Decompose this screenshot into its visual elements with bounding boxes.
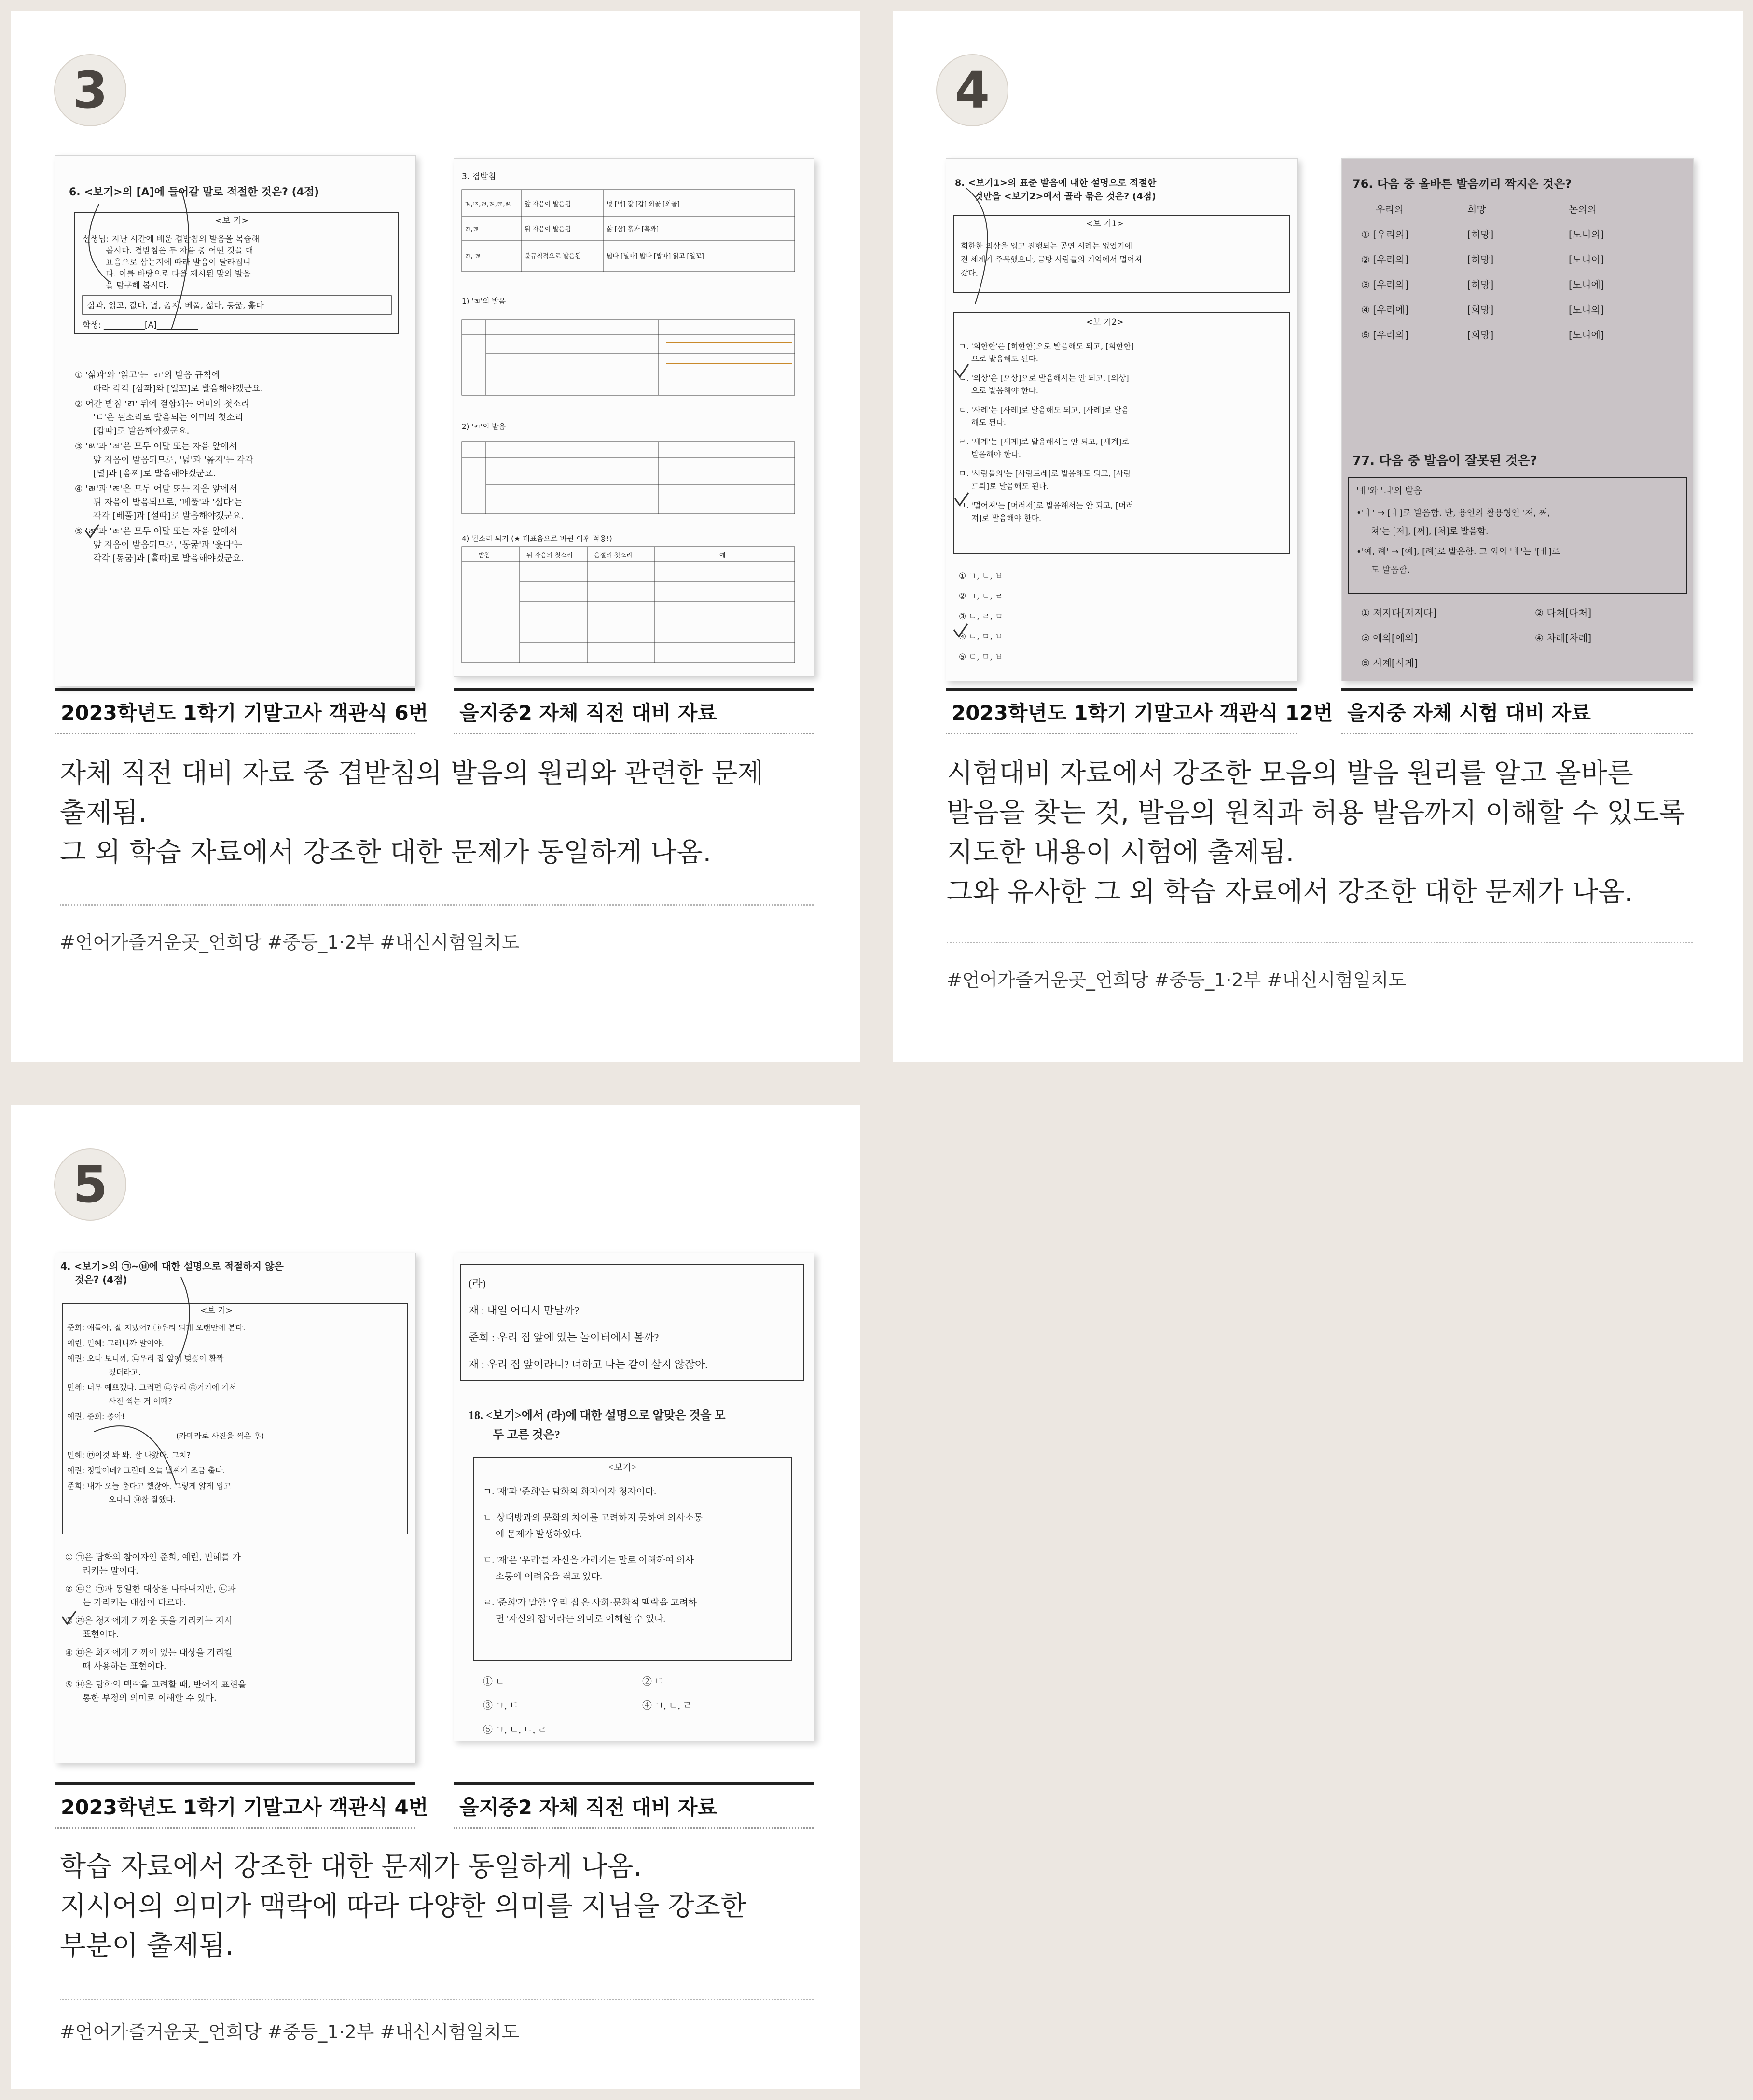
svg-text:•'ㅕ' → [ㅕ]로 발음함. 단, 용언의 활용형인 ': •'ㅕ' → [ㅕ]로 발음함. 단, 용언의 활용형인 '져, 쪄, <box>1356 508 1550 518</box>
svg-text:④ ㄴ, ㅁ, ㅂ: ④ ㄴ, ㅁ, ㅂ <box>959 632 1003 642</box>
material-caption: 을지중2 자체 직전 대비 자료 <box>454 1782 814 1829</box>
svg-text:<보 기>: <보 기> <box>200 1306 233 1315</box>
svg-text:면 '자신의 집'이라는 의미로 이해할 수 있다.: 면 '자신의 집'이라는 의미로 이해할 수 있다. <box>496 1614 666 1624</box>
svg-text:ㄷ. '재'은 '우리'를 자신을 가리키는 말로 이해하여: ㄷ. '재'은 '우리'를 자신을 가리키는 말로 이해하여 의사 <box>483 1555 694 1565</box>
svg-text:각각 [베풀]과 [설따]로 발음해야겠군요.: 각각 [베풀]과 [설따]로 발음해야겠군요. <box>93 511 244 521</box>
svg-text:[노니에]: [노니에] <box>1569 279 1604 290</box>
svg-text:18. <보기>에서 (라)에 대한 설명으로 알맞은 것을: 18. <보기>에서 (라)에 대한 설명으로 알맞은 것을 모 <box>469 1409 726 1422</box>
svg-text:ㄹ. '준희'가 말한 '우리 집'은 사회·문화적 맥락을: ㄹ. '준희'가 말한 '우리 집'은 사회·문화적 맥락을 고려하 <box>483 1598 697 1608</box>
svg-text:ㄷ. '사례'는 [사레]로 발음해도 되고, [사례]로: ㄷ. '사례'는 [사레]로 발음해도 되고, [사례]로 발음 <box>959 405 1129 414</box>
svg-text:<보 기>: <보 기> <box>215 216 249 226</box>
svg-text:② [우리의]: ② [우리의] <box>1361 254 1408 265</box>
svg-text:[히망]: [히망] <box>1467 279 1494 290</box>
svg-text:① ㉠은 담화의 참여자인 준희, 예린, 민혜를 가: ① ㉠은 담화의 참여자인 준희, 예린, 민혜를 가 <box>65 1552 241 1562</box>
svg-text:⑤ 시계[시게]: ⑤ 시계[시게] <box>1361 657 1418 669</box>
svg-text:② ㄱ, ㄷ, ㄹ: ② ㄱ, ㄷ, ㄹ <box>959 592 1003 601</box>
svg-text:③ 'ㅄ'과 'ㄼ'은 모두 어말 또는 자음 앞에서: ③ 'ㅄ'과 'ㄼ'은 모두 어말 또는 자음 앞에서 <box>75 442 237 452</box>
svg-text:④ 'ㄼ'과 'ㄾ'은 모두 어말 또는 자음 앞에서: ④ 'ㄼ'과 'ㄾ'은 모두 어말 또는 자음 앞에서 <box>75 484 237 494</box>
svg-text:ㄳ,ㄵ,ㄼ,ㄽ,ㄾ,ㅄ: ㄳ,ㄵ,ㄼ,ㄽ,ㄾ,ㅄ <box>465 201 511 208</box>
svg-text:준희: 얘들아, 잘 지냈어? ㉠우리 되게 오랜만에 본다: 준희: 얘들아, 잘 지냈어? ㉠우리 되게 오랜만에 본다. <box>67 1323 246 1332</box>
svg-text:⑤ [우리의]: ⑤ [우리의] <box>1361 329 1408 341</box>
svg-text:① '삶과'와 '읽고'는 'ㄺ'의 발음 규칙에: ① '삶과'와 '읽고'는 'ㄺ'의 발음 규칙에 <box>75 370 220 380</box>
study-material-photo <box>1341 158 1694 681</box>
svg-text:앞 자음이 발음됨: 앞 자음이 발음됨 <box>525 201 571 208</box>
exam-caption: 2023학년도 1학기 기말고사 객관식 4번 <box>55 1782 415 1829</box>
svg-text:불규칙적으로 발음됨: 불규칙적으로 발음됨 <box>525 253 581 260</box>
svg-text:리키는 말이다.: 리키는 말이다. <box>83 1566 138 1576</box>
study-material-scan <box>454 1253 814 1741</box>
svg-text:④ ㉤은 화자에게 가까이 있는 대상을 가리킬: ④ ㉤은 화자에게 가까이 있는 대상을 가리킬 <box>65 1648 233 1658</box>
divider <box>60 904 814 906</box>
svg-text:'ㅖ'와 'ㅢ'의 발음: 'ㅖ'와 'ㅢ'의 발음 <box>1356 486 1422 496</box>
svg-text:받침: 받침 <box>478 552 491 559</box>
svg-text:ㄱ. '희한한'은 [히한한]으로 발음해도 되고, [희한: ㄱ. '희한한'은 [히한한]으로 발음해도 되고, [희한한] <box>959 342 1134 351</box>
svg-text:두 고른 것은?: 두 고른 것은? <box>493 1429 560 1441</box>
svg-text:ㄹ. '세계'는 [세게]로 발음해서는 안 되고, [세계: ㄹ. '세계'는 [세게]로 발음해서는 안 되고, [세계]로 <box>959 437 1129 446</box>
svg-text:•'예, 례' → [예], [례]로 발음함. 그 외의: •'예, 례' → [예], [례]로 발음함. 그 외의 'ㅖ'는 '[ㅔ]로 <box>1356 547 1560 557</box>
svg-text:예: 예 <box>719 552 726 559</box>
svg-text:앞 자음이 발음되므로, '넓'과 '옮지'는 각각: 앞 자음이 발음되므로, '넓'과 '옮지'는 각각 <box>93 455 254 465</box>
svg-text:[노니의]: [노니의] <box>1569 229 1604 240</box>
svg-text:선생님: 지난 시간에 배운 겹받침의 발음을 복습해: 선생님: 지난 시간에 배운 겹받침의 발음을 복습해 <box>83 235 260 244</box>
svg-text:재 : 우리 집 앞이라니? 너하고 나는 같이 살지 않잖: 재 : 우리 집 앞이라니? 너하고 나는 같이 살지 않잖아. <box>469 1358 708 1370</box>
svg-text:(카메라로 사진을 찍은 후): (카메라로 사진을 찍은 후) <box>176 1431 264 1440</box>
svg-text:② 다쳐[다처]: ② 다쳐[다처] <box>1535 607 1592 619</box>
exam-question-scan <box>946 158 1298 681</box>
svg-text:것은? (4점): 것은? (4점) <box>75 1274 127 1285</box>
section-3-card <box>11 11 860 1062</box>
svg-text:ㄴ. '의상'은 [으상]으로 발음해서는 안 되고, [의: ㄴ. '의상'은 [으상]으로 발음해서는 안 되고, [의상] <box>959 373 1129 383</box>
svg-text:준희: 내가 오늘 춥다고 했잖아. 그렇게 얇게 입고: 준희: 내가 오늘 춥다고 했잖아. 그렇게 얇게 입고 <box>67 1481 231 1491</box>
svg-text:희한한 의상을 입고 진행되는 공연 시례는 없었기에: 희한한 의상을 입고 진행되는 공연 시례는 없었기에 <box>961 241 1132 250</box>
svg-text:는 가리키는 대상이 다르다.: 는 가리키는 대상이 다르다. <box>83 1598 186 1608</box>
svg-text:표현이다.: 표현이다. <box>83 1630 119 1640</box>
svg-text:져]로 발음해야 한다.: 져]로 발음해야 한다. <box>971 513 1042 523</box>
svg-text:준희 : 우리 집 앞에 있는 놀이터에서 볼까?: 준희 : 우리 집 앞에 있는 놀이터에서 볼까? <box>469 1331 659 1343</box>
svg-text:으로 발음해도 된다.: 으로 발음해도 된다. <box>971 354 1038 363</box>
svg-text:예린, 민혜: 그러니까 말이야.: 예린, 민혜: 그러니까 말이야. <box>67 1339 164 1348</box>
svg-text:폈더라고.: 폈더라고. <box>109 1368 141 1377</box>
svg-text:ㄱ. '재'과 '준희'는 담화의 화자이자 청자이다.: ㄱ. '재'과 '준희'는 담화의 화자이자 청자이다. <box>483 1487 656 1497</box>
svg-text:① [우리의]: ① [우리의] <box>1361 229 1408 240</box>
svg-text:학생: __________[A]__________: 학생: __________[A]__________ <box>83 320 198 330</box>
svg-text:재 : 내일 어디서 만날까?: 재 : 내일 어디서 만날까? <box>469 1304 580 1316</box>
svg-text:민혜: ㉤이것 봐 봐. 잘 나왔다. 그치?: 민혜: ㉤이것 봐 봐. 잘 나왔다. 그치? <box>67 1451 191 1460</box>
svg-text:으로 발음해야 한다.: 으로 발음해야 한다. <box>971 386 1038 395</box>
svg-text:③ ㄴ, ㄹ, ㅁ: ③ ㄴ, ㄹ, ㅁ <box>959 612 1003 622</box>
svg-text:갔다.: 갔다. <box>961 268 978 277</box>
svg-text:쳐'는 [저], [쩌], [처]로 발음함.: 쳐'는 [저], [쩌], [처]로 발음함. <box>1371 526 1489 537</box>
svg-text:통한 부정의 의미로 이해할 수 있다.: 통한 부정의 의미로 이해할 수 있다. <box>83 1693 217 1703</box>
svg-text:⑤ ㉥은 담화의 맥락을 고려할 때, 반어적 표현을: ⑤ ㉥은 담화의 맥락을 고려할 때, 반어적 표현을 <box>65 1680 247 1690</box>
svg-text:뒤 자음의 첫소리: 뒤 자음의 첫소리 <box>526 552 573 559</box>
svg-text:77. 다음 중 발음이 잘못된 것은?: 77. 다음 중 발음이 잘못된 것은? <box>1353 454 1537 468</box>
hashtags: #언어가즐거운곳_언희당 #중등_1·2부 #내신시험일치도 <box>60 932 520 953</box>
svg-text:② ㉢은 ㉠과 동일한 대상을 나타내지만, ㉡과: ② ㉢은 ㉠과 동일한 대상을 나타내지만, ㉡과 <box>65 1584 236 1594</box>
svg-text:1) 'ㄼ'의 발음: 1) 'ㄼ'의 발음 <box>462 297 506 305</box>
svg-text:것만을 <보기2>에서 골라 묶은 것은? (4점): 것만을 <보기2>에서 골라 묶은 것은? (4점) <box>974 191 1156 202</box>
svg-text:다. 이를 바탕으로 다음 제시된 말의 발음: 다. 이를 바탕으로 다음 제시된 말의 발음 <box>106 269 251 279</box>
svg-text:[히망]: [히망] <box>1467 229 1494 240</box>
svg-text:각각 [동굼]과 [훌따]로 발음해야겠군요.: 각각 [동굼]과 [훌따]로 발음해야겠군요. <box>93 553 244 564</box>
svg-text:③ 예의[예의]: ③ 예의[예의] <box>1361 632 1418 644</box>
divider <box>947 942 1693 943</box>
svg-text:① 져지다[저지다]: ① 져지다[저지다] <box>1361 607 1436 619</box>
svg-text:표음으로 삼는지에 따라 발음이 달라집니: 표음으로 삼는지에 따라 발음이 달라집니 <box>106 258 251 267</box>
svg-text:[희망]: [희망] <box>1467 329 1494 341</box>
svg-text:[노니의]: [노니의] <box>1569 304 1604 316</box>
svg-text:[갑따]로 발음해야겠군요.: [갑따]로 발음해야겠군요. <box>93 426 190 436</box>
svg-text:③ [우리의]: ③ [우리의] <box>1361 279 1408 290</box>
hashtags: #언어가즐거운곳_언희당 #중등_1·2부 #내신시험일치도 <box>60 2021 520 2043</box>
svg-text:⑤ ㄱ, ㄴ, ㄷ, ㄹ: ⑤ ㄱ, ㄴ, ㄷ, ㄹ <box>483 1725 547 1735</box>
svg-text:③ ㉣은 청자에게 가까운 곳을 가리키는 지시: ③ ㉣은 청자에게 가까운 곳을 가리키는 지시 <box>65 1616 233 1626</box>
svg-text:앞 자음이 발음되므로, '동굶'과 '훑다'는: 앞 자음이 발음되므로, '동굶'과 '훑다'는 <box>93 540 243 550</box>
svg-text:4) 된소리 되기 (★ 대표음으로 바뀐 이후 적용!): 4) 된소리 되기 (★ 대표음으로 바뀐 이후 적용!) <box>462 534 612 543</box>
svg-text:② ㄷ: ② ㄷ <box>642 1676 664 1687</box>
material-caption: 을지중 자체 시험 대비 자료 <box>1341 688 1693 734</box>
svg-text:예린: 오다 보니까, ㉡우리 집 앞에 벚꽃이 활짝: 예린: 오다 보니까, ㉡우리 집 앞에 벚꽃이 활짝 <box>67 1354 224 1363</box>
svg-text:넋 [넉] 값 [갑] 외곬 [외골]: 넋 [넉] 값 [갑] 외곬 [외골] <box>607 201 680 208</box>
svg-text:민혜: 너무 예쁘겠다. 그러면 ㉢우리 ㉣거기에 가서: 민혜: 너무 예쁘겠다. 그러면 ㉢우리 ㉣거기에 가서 <box>67 1383 237 1392</box>
svg-text:<보기>: <보기> <box>608 1463 637 1473</box>
svg-text:해도 된다.: 해도 된다. <box>971 418 1006 427</box>
svg-text:[노니이]: [노니이] <box>1569 254 1604 265</box>
svg-text:[널]과 [옴찌]로 발음해야겠군요.: [널]과 [옴찌]로 발음해야겠군요. <box>93 469 216 479</box>
section-number-badge: 4 <box>936 54 1008 126</box>
svg-text:ㄴ. 상대방과의 문화의 차이를 고려하지 못하여 의사소통: ㄴ. 상대방과의 문화의 차이를 고려하지 못하여 의사소통 <box>483 1513 703 1523</box>
svg-text:76. 다음 중 올바른 발음끼리 짝지은 것은?: 76. 다음 중 올바른 발음끼리 짝지은 것은? <box>1353 177 1572 191</box>
svg-text:⑤ ㄷ, ㅁ, ㅂ: ⑤ ㄷ, ㅁ, ㅂ <box>959 652 1003 662</box>
svg-text:[희망]: [희망] <box>1467 304 1494 316</box>
svg-text:[히망]: [히망] <box>1467 254 1494 265</box>
svg-text:④ ㄱ, ㄴ, ㄹ: ④ ㄱ, ㄴ, ㄹ <box>642 1700 692 1711</box>
svg-text:④ 차례[차레]: ④ 차례[차레] <box>1535 632 1592 644</box>
svg-text:<보 기2>: <보 기2> <box>1086 318 1124 327</box>
svg-text:④ [우리에]: ④ [우리에] <box>1361 304 1408 316</box>
svg-text:4. <보기>의 ㉠~㉥에 대한 설명으로 적절하지 않은: 4. <보기>의 ㉠~㉥에 대한 설명으로 적절하지 않은 <box>60 1260 284 1272</box>
svg-text:예린: 정말이네? 그런데 오늘 날씨가 조금 춥다.: 예린: 정말이네? 그런데 오늘 날씨가 조금 춥다. <box>67 1466 225 1475</box>
divider <box>60 1999 814 2000</box>
svg-text:② 어간 받침 'ㄺ' 뒤에 결합되는 어미의 첫소리: ② 어간 받침 'ㄺ' 뒤에 결합되는 어미의 첫소리 <box>75 399 249 409</box>
svg-text:뒤 자음이 발음되므로, '베풀'과 '섧다'는: 뒤 자음이 발음되므로, '베풀'과 '섧다'는 <box>93 497 243 508</box>
svg-text:때 사용하는 표현이다.: 때 사용하는 표현이다. <box>83 1661 166 1672</box>
svg-text:ㅂ. '멀어져'는 [머러저]로 발음해서는 안 되고, [: ㅂ. '멀어져'는 [머러저]로 발음해서는 안 되고, [머러 <box>959 501 1133 510</box>
svg-text:<보 기1>: <보 기1> <box>1086 219 1124 229</box>
svg-text:발음해야 한다.: 발음해야 한다. <box>971 450 1021 459</box>
svg-text:(라): (라) <box>469 1277 486 1289</box>
material-caption: 을지중2 자체 직전 대비 자료 <box>454 688 814 734</box>
svg-text:희망: 희망 <box>1467 204 1486 215</box>
section-description: 자체 직전 대비 자료 중 겹받침의 발음의 원리와 관련한 문제 출제됨. 그 외 학습 자료에서 강조한 대한 문제가 동일하게 나옴. <box>60 758 764 868</box>
exam-caption: 2023학년도 1학기 기말고사 객관식 6번 <box>55 688 415 734</box>
svg-text:드릐]로 발음해도 된다.: 드릐]로 발음해도 된다. <box>971 482 1049 491</box>
svg-text:예린, 준희: 좋아!: 예린, 준희: 좋아! <box>67 1412 125 1421</box>
exam-question-scan <box>55 1253 416 1763</box>
svg-text:소통에 어려움을 겪고 있다.: 소통에 어려움을 겪고 있다. <box>496 1572 602 1582</box>
svg-text:'ㄷ'은 된소리로 발음되는 이미의 첫소리: 'ㄷ'은 된소리로 발음되는 이미의 첫소리 <box>93 413 243 423</box>
svg-text:전 세계가 주목했으나, 금방 사람들의 기억에서 멀어져: 전 세계가 주목했으나, 금방 사람들의 기억에서 멀어져 <box>961 255 1142 264</box>
svg-text:우리의: 우리의 <box>1376 204 1404 215</box>
section-number-badge: 3 <box>54 54 126 126</box>
svg-text:3. 겹받침: 3. 겹받침 <box>462 172 496 181</box>
svg-text:삶과, 읽고, 값다, 넓, 옮지, 베풀, 섧다, 동굶,: 삶과, 읽고, 값다, 넓, 옮지, 베풀, 섧다, 동굶, 훑다 <box>87 301 264 311</box>
svg-text:ㄺ,ㄻ: ㄺ,ㄻ <box>465 226 479 233</box>
svg-text:음절의 첫소리: 음절의 첫소리 <box>594 552 633 559</box>
svg-text:① ㄴ: ① ㄴ <box>483 1676 505 1687</box>
svg-text:[노니에]: [노니에] <box>1569 329 1604 341</box>
svg-text:따라 각각 [삼꽈]와 [일꼬]로 발음해야겠군요.: 따라 각각 [삼꽈]와 [일꼬]로 발음해야겠군요. <box>93 384 263 394</box>
exam-question-title: 6. <보기>의 [A]에 들어갈 말로 적절한 것은? (4점) <box>69 186 319 198</box>
section-5-card <box>11 1105 860 2089</box>
svg-text:① ㄱ, ㄴ, ㅂ: ① ㄱ, ㄴ, ㅂ <box>959 571 1003 581</box>
svg-text:오다니 ㉥참 잘했다.: 오다니 ㉥참 잘했다. <box>109 1495 176 1504</box>
svg-text:봅시다. 겹받침은 두 자음 중 어떤 것을 대: 봅시다. 겹받침은 두 자음 중 어떤 것을 대 <box>106 246 253 256</box>
svg-text:사진 찍는 거 어때?: 사진 찍는 거 어때? <box>109 1396 172 1406</box>
section-description: 학습 자료에서 강조한 대한 문제가 동일하게 나옴. 지시어의 의미가 맥락에 따라 다양한 의미를 지님을 강조한 부분이 출제됨. <box>60 1851 746 1962</box>
svg-text:도 발음함.: 도 발음함. <box>1371 565 1410 575</box>
svg-text:⑤ 'ㄻ'과 'ㄾ'은 모두 어말 또는 자음 앞에서: ⑤ 'ㄻ'과 'ㄾ'은 모두 어말 또는 자음 앞에서 <box>75 526 237 537</box>
svg-text:ㅁ. '사람들의'는 [사람드레]로 발음해도 되고, [사: ㅁ. '사람들의'는 [사람드레]로 발음해도 되고, [사람 <box>959 469 1131 478</box>
svg-text:을 탐구해 봅시다.: 을 탐구해 봅시다. <box>106 281 169 290</box>
svg-text:논의의: 논의의 <box>1569 204 1597 215</box>
study-material-scan <box>454 158 814 677</box>
svg-text:삶 [삼] 흙과 [흑꽈]: 삶 [삼] 흙과 [흑꽈] <box>607 226 659 233</box>
section-number-badge: 5 <box>54 1148 126 1221</box>
hashtags: #언어가즐거운곳_언희당 #중등_1·2부 #내신시험일치도 <box>947 969 1407 991</box>
svg-text:뒤 자음이 발음됨: 뒤 자음이 발음됨 <box>525 226 571 233</box>
exam-question-scan <box>55 155 416 686</box>
svg-text:③ ㄱ, ㄷ: ③ ㄱ, ㄷ <box>483 1700 519 1711</box>
section-description: 시험대비 자료에서 강조한 모음의 발음 원리를 알고 올바른 발음을 찾는 것, 발음의 원칙과 허용 발음까지 이해할 수 있도록 지도한 내용이 시험에 출제됨. 그와 유사한 그 외 학습 자료에서 강조한 대한 문제가 나옴. <box>947 758 1685 908</box>
svg-text:넓다 [널따] 밟다 [밥따] 읽고 [일꼬]: 넓다 [널따] 밟다 [밥따] 읽고 [일꼬] <box>607 253 704 260</box>
exam-caption: 2023학년도 1학기 기말고사 객관식 12번 <box>946 688 1297 734</box>
svg-text:ㄺ, ㄼ: ㄺ, ㄼ <box>465 253 481 260</box>
svg-text:에 문제가 발생하였다.: 에 문제가 발생하였다. <box>496 1529 582 1539</box>
svg-text:8. <보기1>의 표준 발음에 대한 설명으로 적절한: 8. <보기1>의 표준 발음에 대한 설명으로 적절한 <box>955 178 1157 188</box>
section-4-card <box>893 11 1743 1062</box>
svg-text:2) 'ㄺ'의 발음: 2) 'ㄺ'의 발음 <box>462 422 506 431</box>
